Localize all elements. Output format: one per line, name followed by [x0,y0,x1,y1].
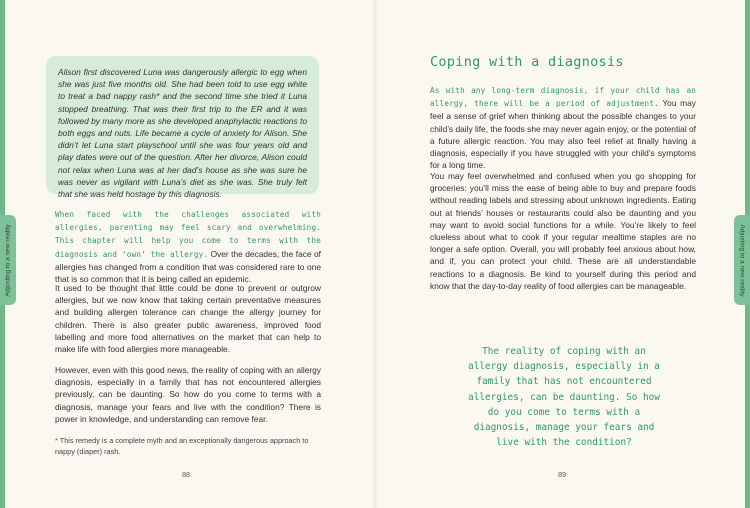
paragraph-text: You may feel overwhelmed and confused when you go shopping for groceries: you’ll miss the ease of being able to buy and prepare foods without reading labels and stressing about unknown ingredients. Eating out at friends’ houses or restaurants could also be daunting and you may want to avoid social functions for a while. You’re likely to feel clueless about what to cook if your regular mealtime staples are no longer a safe option. Overall, you will probably feel anxious about how, and if, you can protect your child. These are all understandable reactions to a diagnosis. Be kind to yourself during this period and know that the day-to-day reality of food allergies can be manageable. [430,171,696,291]
paragraph-text: It used to be thought that little could be done to prevent or outgrow allergies, but we now know that taking certain preventative measures and building allergen tolerance can change the allergy journey for children. There is also greater public awareness, improved food labelling and more food alternatives on the market that can help to make life with food allergies more manageable. [55,283,321,355]
footnote: * This remedy is a complete myth and an exceptionally dangerous approach to nappy (diaper) rash. [55,436,309,456]
paragraph-intro [430,84,696,171]
paragraph-text: Over the decades, the face of allergies has changed from a condition that was considered rare to one that is so common that it is being called an epidemic. [55,248,321,285]
chapter-tab-right [734,215,750,305]
paragraph-text: You may feel a sense of grief when thinking about the possible changes to your child’s daily life, the foods she may never again enjoy, or the potential of a future allergic reaction. You may also feel relief at finally having a diagnosis, especially if you have struggled with your child’s symptoms for a long time. [430,98,696,171]
case-study-callout [46,56,319,200]
highlight-text: When faced with the challenges associated with allergies, parenting may feel scary and overwhelming. This chapter will help you come to terms with the diagnosis and ‘own’ the allergy. [55,210,321,259]
page-number-right: 89 [558,470,567,479]
chapter-tab-left [0,215,16,305]
highlight-text: As with any long-term diagnosis, if your child has an allergy, there will be a period of adjustment. [430,86,696,109]
paragraph-2 [430,170,696,292]
pull-quote: The reality of coping with an allergy diagnosis, especially in a family that has not encountered allergies, can be daunting. So how do you come to terms with a diagnosis, manage your fears and live with the condition? [468,346,660,449]
chapter-tab-label: Adjusting to a new reality [738,223,746,297]
page-number-left: 88 [182,470,191,479]
paragraph-text: However, even with this good news, the reality of coping with an allergy diagnosis, especially in a family that has not encountered allergies previously, can be daunting. So how do you come to terms with a diagnosis, manage your fears and live with the condition? There is power in knowledge, and understanding can remove fear. [55,365,321,424]
chapter-tab-label: Adjusting to a new reality [4,223,12,297]
paragraph-2 [55,282,321,355]
book-gutter [372,0,378,508]
paragraph-intro [55,208,321,285]
paragraph-3 [55,364,321,425]
callout-text: Alison first discovered Luna was dangerously allergic to egg when she was just five months old. She had been told to use egg white to treat a bad nappy rash* and the second time she tried it Luna stopped breathing. That was their first trip to the ER and it was followed by many more as she developed anaphylactic reactions to both eggs and nuts. Life became a cycle of anxiety for Alison. She didn’t let Luna start playschool until she was four years old and play dates were out of the question. After her divorce, Alison could not relax when Luna was at her dad’s house as she was sure he was never as vigilant with Luna’s diet as she was. She truly felt that she was held hostage by this diagnosis. [58,67,307,200]
section-heading: Coping with a diagnosis [430,54,624,70]
